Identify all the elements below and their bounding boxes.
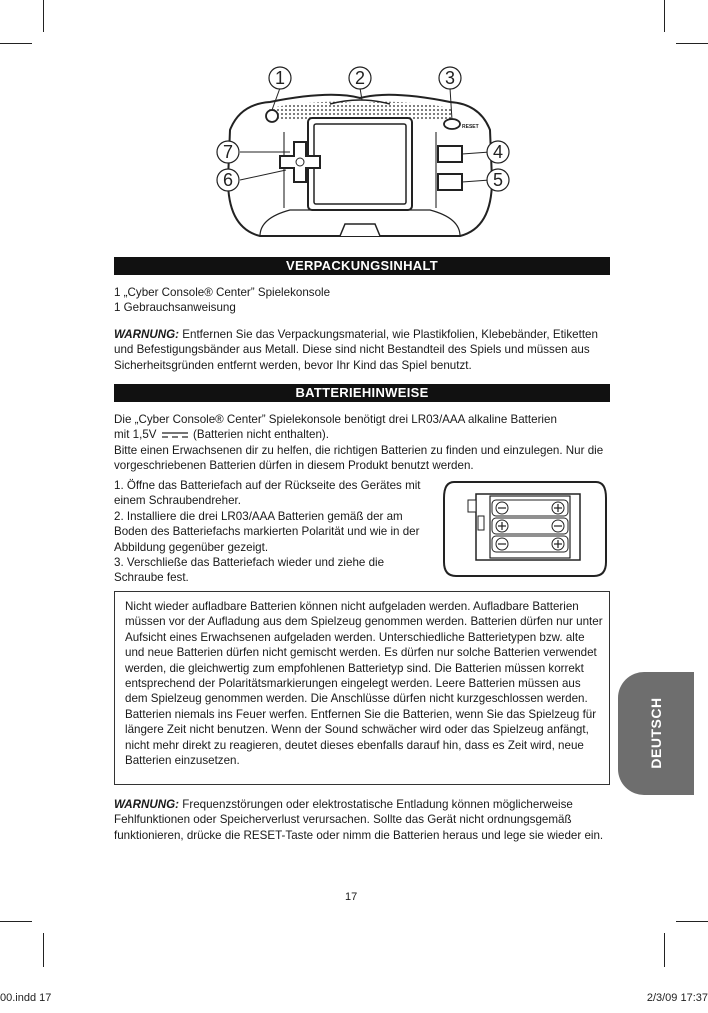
svg-text:RESET: RESET bbox=[462, 124, 479, 130]
battery-intro bbox=[114, 412, 614, 474]
callout-2: 2 bbox=[354, 68, 366, 88]
warning-text: Frequenzstörungen oder elektrostatische Entladung können möglicherweise Fehlfunktionen oder Speicherverlust verursachen. Sollte das Gerät nicht ordnungsgemäß funktionieren, drücke die RESET-Taste oder nimm die Batterien heraus und lege sie wieder ein. bbox=[114, 798, 604, 842]
battery-intro-b-pre: mit 1,5V bbox=[114, 428, 157, 442]
button-b bbox=[438, 174, 462, 190]
language-tab-label: DEUTSCH bbox=[648, 697, 664, 769]
step-3: 3. Verschließe das Batteriefach wieder und ziehe die Schraube fest. bbox=[114, 556, 385, 585]
language-tab bbox=[618, 672, 694, 795]
step-2: 2. Installiere die drei LR03/AAA Batterien gemäß der am Boden des Batteriefachs markierten Polarität und wie in der Abbildung gegenüber gezeigt. bbox=[114, 509, 420, 554]
battery-intro-b-post: (Batterien nicht enthalten). bbox=[189, 428, 329, 442]
dc-symbol-icon bbox=[160, 431, 190, 439]
callout-3: 3 bbox=[444, 68, 456, 88]
callout-7: 7 bbox=[222, 142, 234, 162]
battery-compartment-diagram bbox=[440, 478, 610, 578]
battery-safety-notice bbox=[114, 591, 610, 785]
warning-label: WARNUNG: bbox=[114, 328, 180, 341]
warning-packaging bbox=[114, 327, 614, 373]
console-diagram bbox=[200, 60, 520, 250]
battery-steps bbox=[114, 478, 430, 586]
crop-mark bbox=[664, 933, 665, 967]
page-number: 17 bbox=[345, 891, 358, 903]
section-heading-battery-notes: BATTERIEHINWEISE bbox=[114, 384, 610, 402]
power-button bbox=[266, 110, 278, 122]
crop-mark bbox=[676, 43, 708, 44]
crop-mark bbox=[0, 43, 32, 44]
contents-line-1: 1 „Cyber Console® Center” Spielekonsole bbox=[114, 286, 331, 299]
callout-6: 6 bbox=[222, 170, 234, 190]
slug-date: 2/3/09 17:37 bbox=[646, 992, 708, 1004]
warning-label: WARNUNG: bbox=[114, 798, 180, 811]
package-contents bbox=[114, 285, 614, 316]
battery-intro-a: Die „Cyber Console® Center” Spielekonsole benötigt drei LR03/AAA alkaline Batterien bbox=[114, 413, 557, 426]
contents-line-2: 1 Gebrauchsanweisung bbox=[114, 301, 236, 315]
crop-mark bbox=[664, 0, 665, 32]
battery-intro-c: Bitte einen Erwachsenen dir zu helfen, die richtigen Batterien zu finden und einzulegen. Nur die vorgeschriebenen Batterien dürfen in diesem Produkt benutzt werden. bbox=[114, 443, 604, 473]
callout-4: 4 bbox=[492, 142, 504, 162]
slug-file: 00.indd 17 bbox=[0, 992, 52, 1004]
warning-interference bbox=[114, 797, 614, 843]
crop-mark bbox=[0, 921, 32, 922]
callout-5: 5 bbox=[492, 170, 504, 190]
crop-mark bbox=[43, 0, 44, 32]
crop-mark bbox=[676, 921, 708, 922]
button-a bbox=[438, 146, 462, 162]
callout-1: 1 bbox=[274, 68, 286, 88]
reset-button bbox=[444, 119, 460, 129]
warning-text: Entfernen Sie das Verpackungsmaterial, wie Plastikfolien, Klebebänder, Etiketten und Befestigungsbänder aus Metall. Diese sind nicht Bestandteil des Spiels und müssen aus Sicherheitsgründen entfernt werden, bevor Ihr Kind das Spiel benutzt. bbox=[114, 328, 598, 372]
crop-mark bbox=[43, 933, 44, 967]
notice-text: Nicht wieder aufladbare Batterien können nicht aufgeladen werden. Aufladbare Batterien müssen vor der Aufladung aus dem Spielzeug genommen werden. Batterien dürfen nur unter Aufsicht eines Erwachsenen aufgeladen werden. Unterschiedliche Batterietypen bzw. alte und neue Batterien dürfen nicht gemischt werden. Es dürfen nur solche Batterien verwendet werden, die gleichwertig zum empfohlenen Batterietyp sind. Die Batterien müssen korrekt entsprechend der Polaritätsmarkierungen eingelegt werden. Leere Batterien müssen aus dem Spielzeug genommen werden. Die Anschlüsse dürfen nicht kurzgeschlossen werden. Batterien niemals ins Feuer werfen. Entfernen Sie die Batterien, wenn Sie das Spielzeug für längere Zeit nicht benutzen. Wenn der Sound schwächer wird oder das Spielzeug anfängt, nicht mehr direkt zu reagieren, deutet dieses ebenfalls darauf hin, dass es Zeit wird, neue Batterien einzusetzen. bbox=[125, 600, 603, 768]
step-1: 1. Öffne das Batteriefach auf der Rückseite des Gerätes mit einem Schraubendreher. bbox=[114, 479, 421, 508]
section-heading-package-contents: VERPACKUNGSINHALT bbox=[114, 257, 610, 275]
